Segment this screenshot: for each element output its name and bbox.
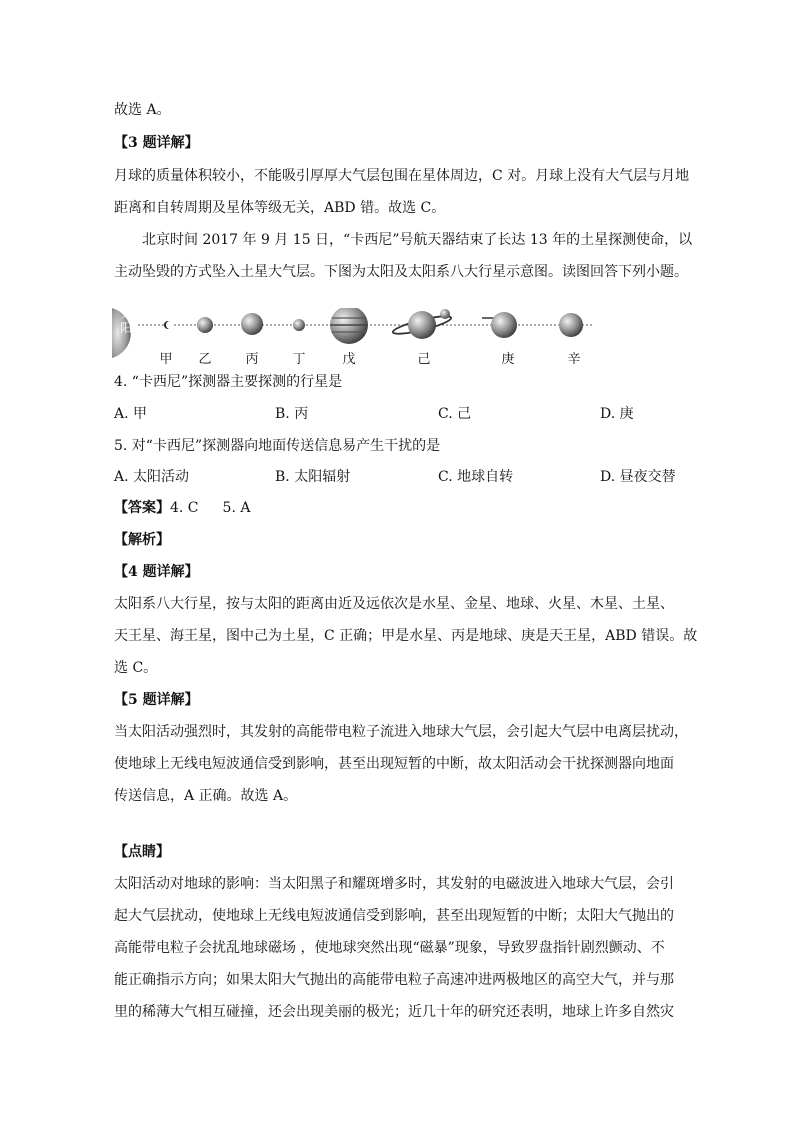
planet-jia-shade: [166, 321, 174, 329]
planet-label: 丙: [245, 352, 259, 367]
comment-line-2: 起大气层扰动，使地球上无线电短波通信受到影响，甚至出现短暂的中断；太阳大气抛出的: [114, 908, 674, 924]
planet-label: 戊: [342, 352, 356, 367]
q5-stem: 5. 对“卡西尼”探测器向地面传送信息易产生干扰的是: [114, 438, 441, 454]
choose-a-line: 故选 A。: [114, 102, 171, 118]
planet-label: 己: [417, 352, 431, 367]
q5-option-d: D. 昼夜交替: [600, 469, 676, 485]
planet-ding: [293, 319, 305, 331]
passage-line-2: 主动坠毁的方式坠入土星大气层。下图为太阳及太阳系八大行星示意图。读图回答下列小题。: [114, 264, 688, 280]
q5-detail-line-1: 当太阳活动强烈时，其发射的高能带电粒子流进入地球大气层，会引起大气层中电离层扰动，: [114, 724, 688, 740]
planet-xin: [559, 313, 583, 337]
q4-detail-heading: 【4 题详解】: [114, 564, 199, 580]
planet-label: 甲: [159, 352, 173, 367]
planet-label: 辛: [567, 352, 581, 367]
planet-label: 庚: [501, 352, 515, 367]
q4-detail-line-2: 天王星、海王星，图中己为土星，C 正确；甲是水星、丙是地球、庚是天王星，ABD 错误。故: [114, 628, 698, 644]
q4-detail-line-3: 选 C。: [114, 660, 158, 676]
q4-option-b: B. 丙: [275, 406, 309, 422]
planet-ji: [408, 311, 436, 339]
q4-detail-line-1: 太阳系八大行星，按与太阳的距离由近及远依次是水星、金星、地球、火星、木星、土星、: [114, 596, 674, 612]
passage-line-1: 北京时间 2017 年 9 月 15 日，“卡西尼”号航天器结束了长达 13 年的土星探测使命，以: [142, 232, 693, 248]
q5-option-a: A. 太阳活动: [114, 469, 190, 485]
saturn-moon: [440, 309, 450, 319]
answer-label: 【答案】: [114, 500, 170, 516]
q3-detail-line-1: 月球的质量体积较小，不能吸引厚厚大气层包围在星体周边，C 对。月球上没有大气层与月地: [114, 168, 690, 184]
q5-option-b: B. 太阳辐射: [275, 469, 351, 485]
planet-bing: [241, 313, 263, 335]
comment-line-5: 里的稀薄大气相互碰撞，还会出现美丽的极光；近几十年的研究还表明，地球上许多自然灾: [114, 1004, 674, 1020]
q4-option-d: D. 庚: [600, 406, 634, 422]
comment-line-1: 太阳活动对地球的影响：当太阳黑子和耀斑增多时，其发射的电磁波进入地球大气层，会引: [114, 876, 674, 892]
planet-wu: [330, 308, 368, 344]
planet-labels: [159, 351, 580, 367]
sun-label-2: 阳: [120, 321, 133, 335]
q5-detail-line-3: 传送信息，A 正确。故选 A。: [114, 788, 298, 804]
q5-detail-heading: 【5 题详解】: [114, 692, 199, 708]
q4-option-c: C. 己: [438, 406, 472, 422]
analysis-heading: 【解析】: [114, 532, 170, 548]
q3-detail-line-2: 距离和自转周期及星体等级无关，ABD 错。故选 C。: [114, 200, 446, 216]
q5-option-c: C. 地球自转: [438, 469, 514, 485]
q4-option-a: A. 甲: [114, 406, 148, 422]
planet-yi: [197, 317, 213, 333]
q4-stem: 4. “卡西尼”探测器主要探测的行星是: [114, 374, 343, 390]
answer-line: [114, 498, 250, 518]
q5-detail-line-2: 使地球上无线电短波通信受到影响，甚至出现短暂的中断，故太阳活动会干扰探测器向地面: [114, 756, 674, 772]
answer-5: 5. A: [222, 500, 251, 516]
comment-line-3: 高能带电粒子会扰乱地球磁场 ，使地球突然出现“磁暴”现象，导致罗盘指针剧烈颤动、不: [114, 940, 665, 956]
planet-geng: [491, 312, 517, 338]
sun-label-1: 太: [120, 308, 133, 321]
q3-detail-heading: 【3 题详解】: [114, 135, 199, 151]
answer-4: 4. C: [170, 500, 199, 516]
planet-label: 丁: [292, 352, 306, 367]
planet-label: 乙: [198, 352, 212, 367]
solar-system-diagram: [112, 308, 600, 370]
comment-heading: 【点睛】: [114, 844, 170, 860]
comment-line-4: 能正确指示方向；如果太阳大气抛出的高能带电粒子高速冲进两极地区的高空大气，并与那: [114, 972, 674, 988]
